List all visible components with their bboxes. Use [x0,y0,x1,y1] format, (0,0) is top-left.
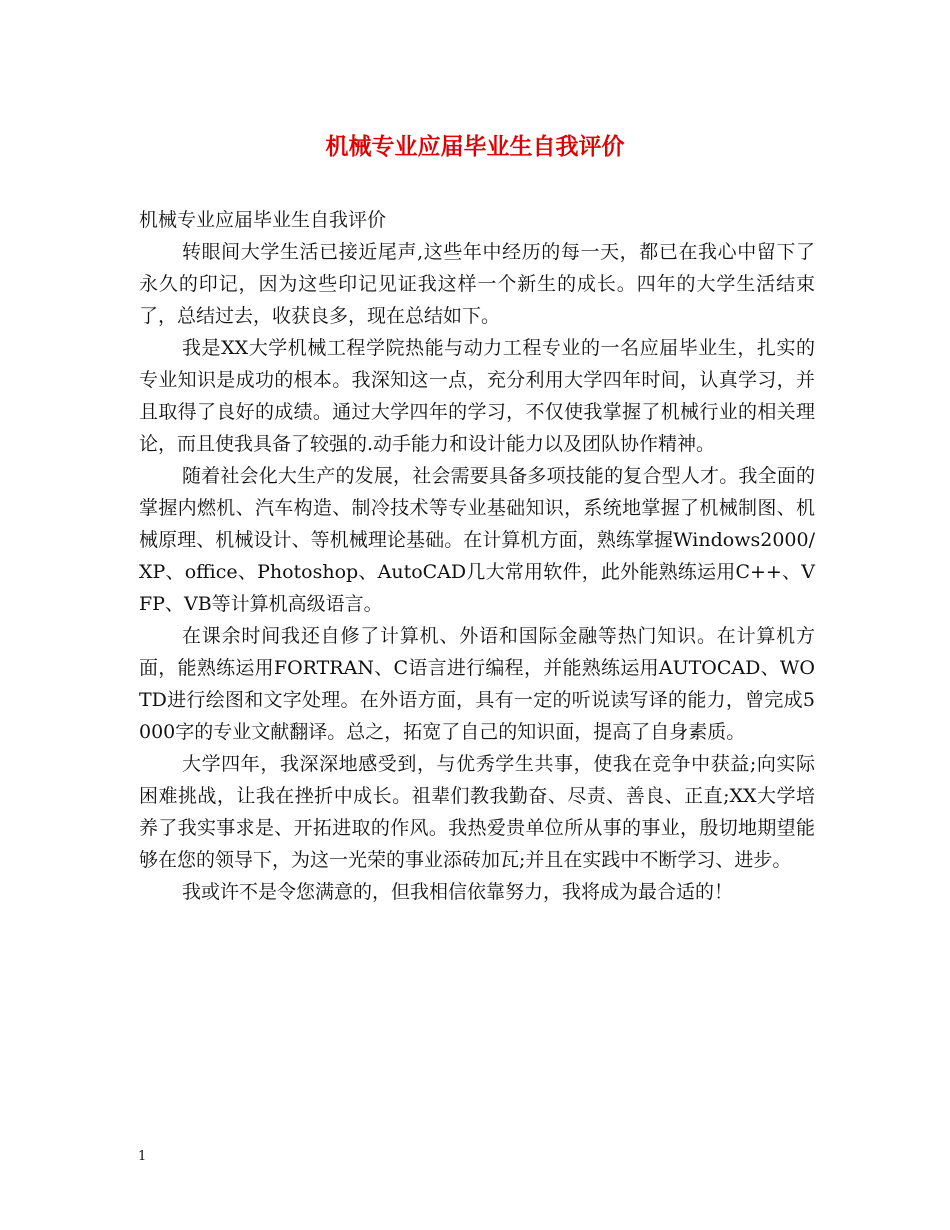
paragraph-self-study: 在课余时间我还自修了计算机、外语和国际金融等热门知识。在计算机方面，能熟练运用FORTRAN、C语言进行编程，并能熟练运用AUTOCAD、WOTD进行绘图和文字处理。在外语方面，具有一定的听说读写译的能力，曾完成5000字的专业文献翻译。总之，拓宽了自己的知识面，提高了自身素质。 [139,625,815,743]
paragraph-background: 我是XX大学机械工程学院热能与动力工程专业的一名应届毕业生，扎实的专业知识是成功的根本。我深知这一点，充分利用大学四年时间，认真学习，并且取得了良好的成绩。通过大学四年的学习，不仅使我掌握了机械行业的相关理论，而且使我具备了较强的.动手能力和设计能力以及团队协作精神。 [139,337,815,455]
paragraph-intro: 转眼间大学生活已接近尾声,这些年中经历的每一天，都已在我心中留下了永久的印记，因为这些印记见证我这样一个新生的成长。四年的大学生活结束了，总结过去，收获良多，现在总结如下。 [139,241,815,327]
document-title: 机械专业应届毕业生自我评价 [325,134,625,160]
page-number: 1 [138,1149,147,1164]
document-body [139,204,815,908]
paragraph-growth: 大学四年，我深深地感受到，与优秀学生共事，使我在竞争中获益;向实际困难挑战，让我在挫折中成长。祖辈们教我勤奋、尽责、善良、正直;XX大学培养了我实事求是、开拓进取的作风。我热爱贵单位所从事的事业，殷切地期望能够在您的领导下，为这一光荣的事业添砖加瓦;并且在实践中不断学习、进步。 [139,753,815,871]
paragraph-skills: 随着社会化大生产的发展，社会需要具备多项技能的复合型人才。我全面的掌握内燃机、汽车构造、制冷技术等专业基础知识，系统地掌握了机械制图、机械原理、机械设计、等机械理论基础。在计算机方面，熟练掌握Windows2000/XP、office、Photoshop、AutoCAD几大常用软件，此外能熟练运用C++、VFP、VB等计算机高级语言。 [139,465,815,615]
document-subtitle: 机械专业应届毕业生自我评价 [139,209,387,231]
paragraph-closing: 我或许不是令您满意的，但我相信依靠努力，我将成为最合适的！ [182,881,734,903]
